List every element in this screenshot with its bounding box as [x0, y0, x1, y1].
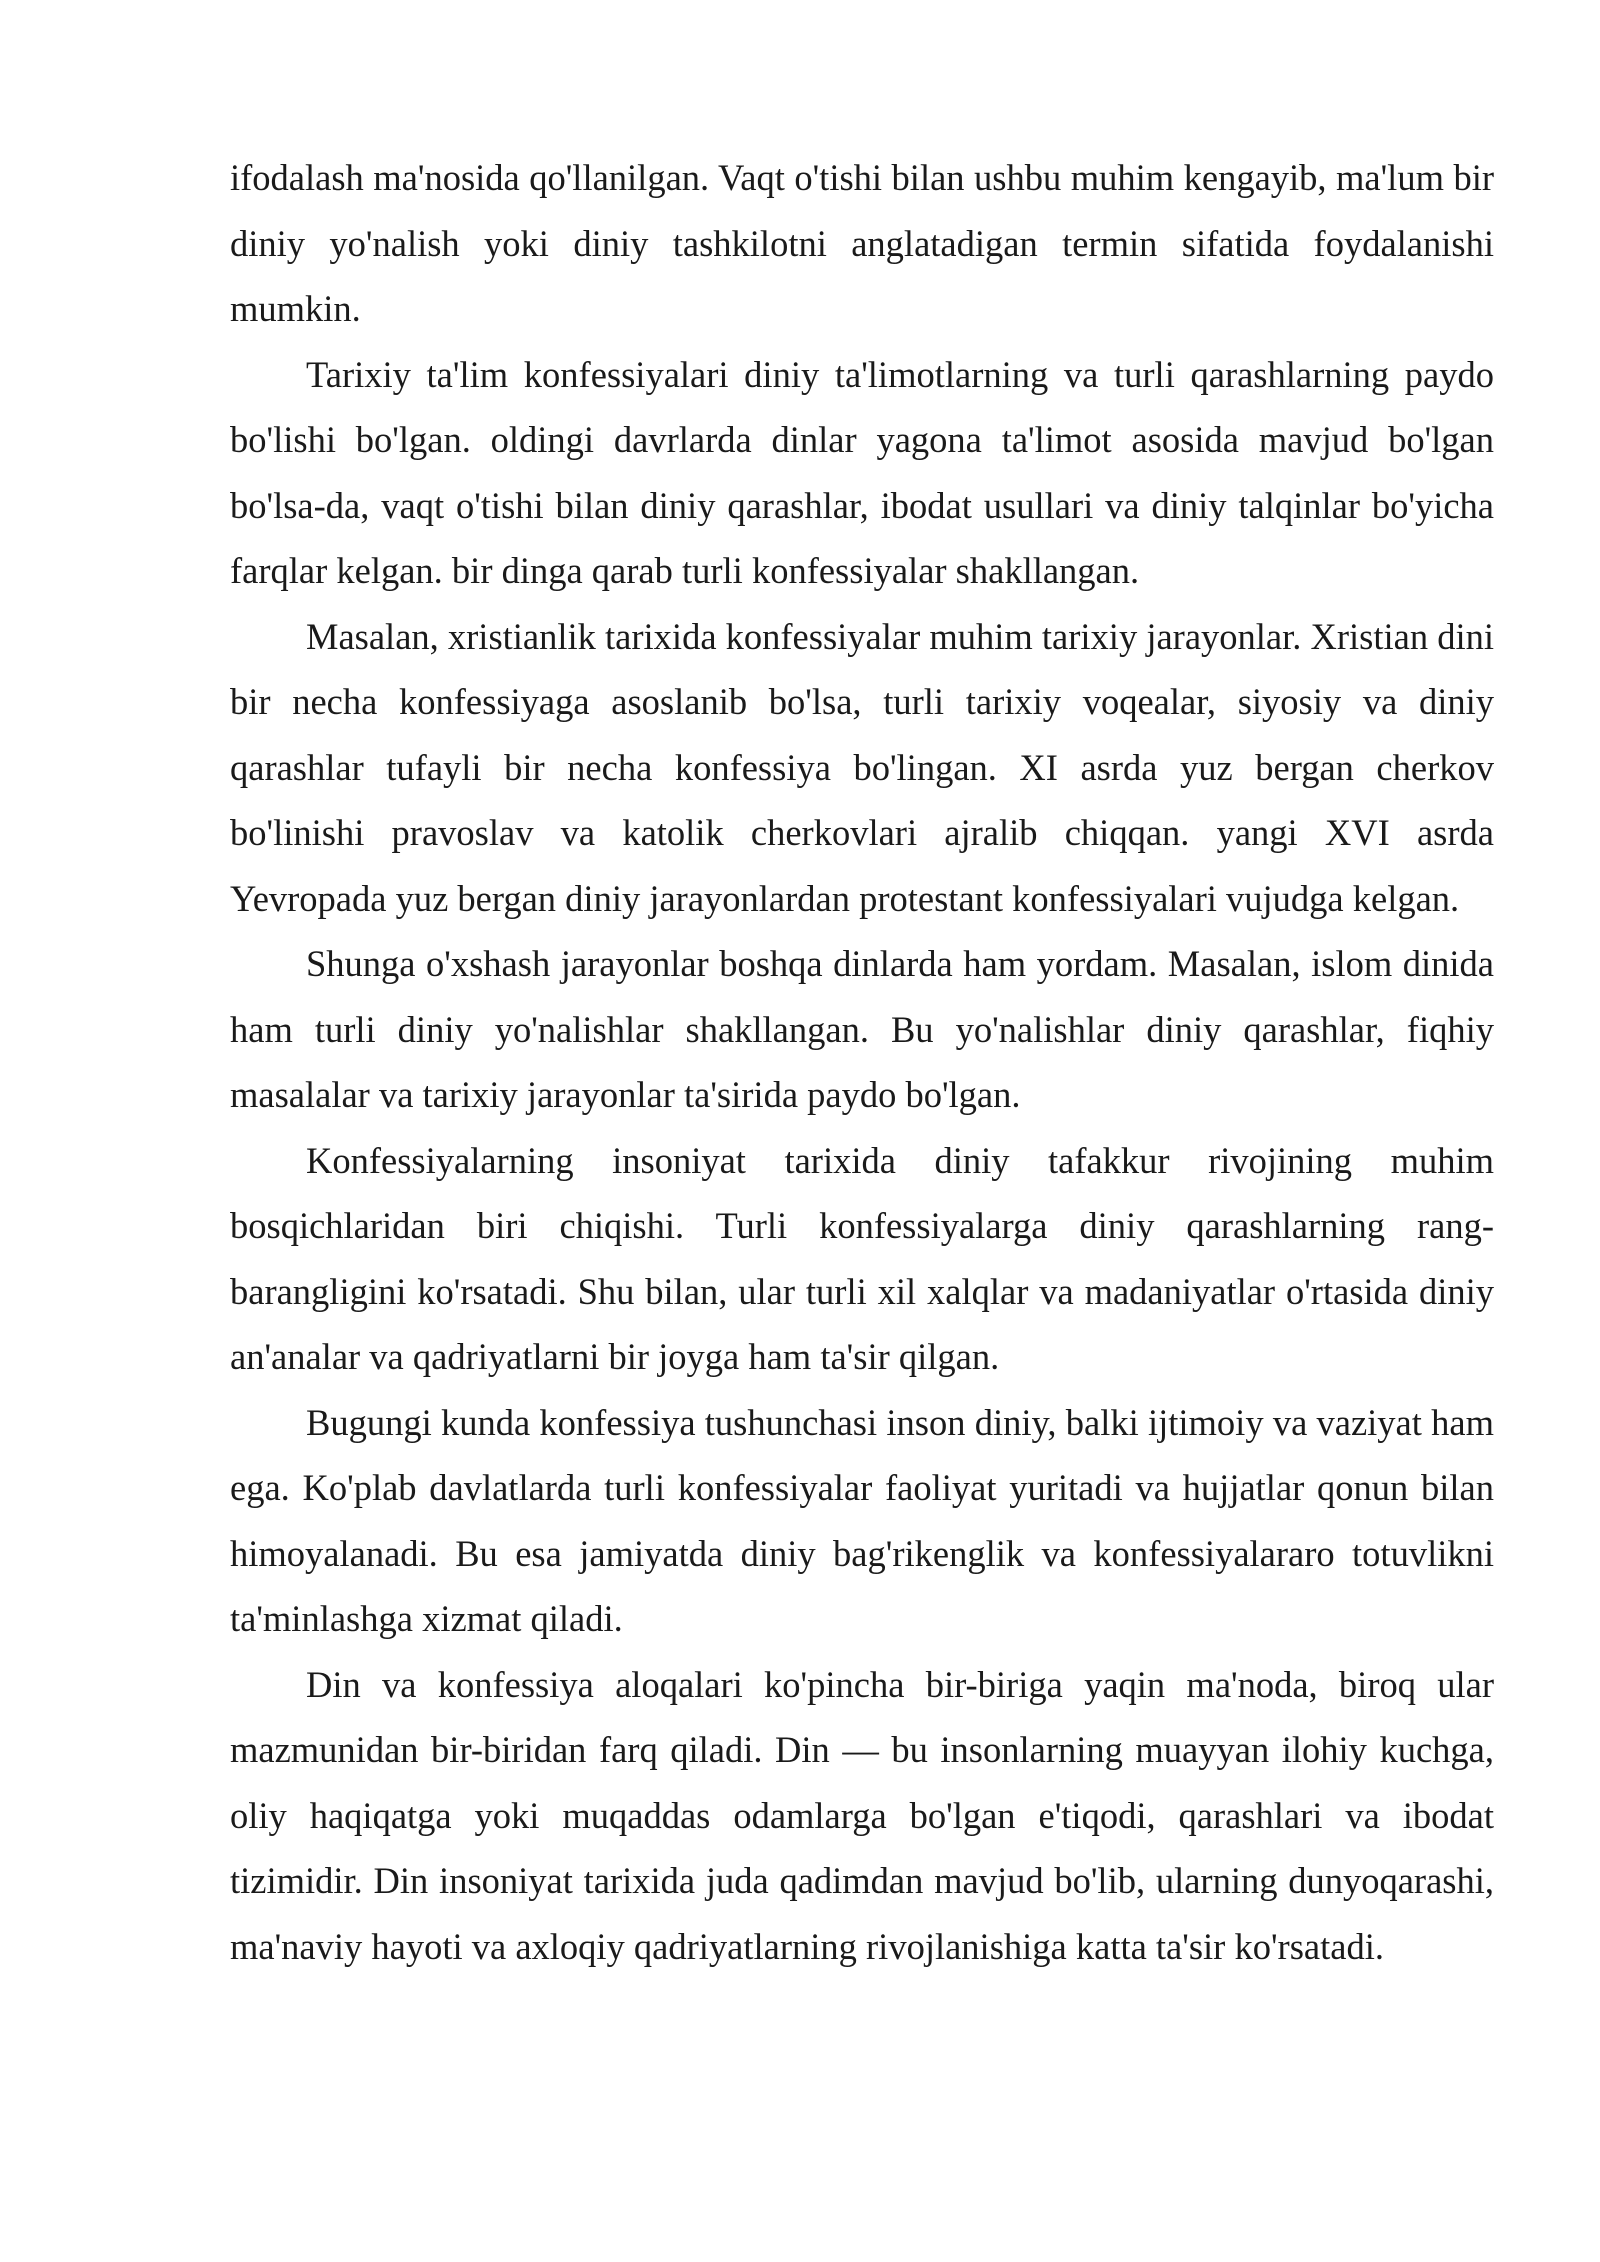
- paragraph-continuation: ifodalash ma'nosida qo'llanilgan. Vaqt o'tishi bilan ushbu muhim kengayib, ma'lum bir diniy yo'nalish yoki diniy tashkilotni anglatadigan termin sifatida foydalanishi mumkin.: [230, 157, 1494, 329]
- paragraph-confession-history: Konfessiyalarning insoniyat tarixida diniy tafakkur rivojining muhim bosqichlaridan biri chiqishi. Turli konfessiyalarga diniy qarashlarning rang-barangligini ko'rsatadi. Shu bilan, ular turli xil xalqlar va madaniyatlar o'rtasida diniy an'analar va qadriyatlarni bir joyga ham ta'sir qilgan.: [230, 1139, 1494, 1377]
- paragraph-christianity: Masalan, xristianlik tarixida konfessiyalar muhim tarixiy jarayonlar. Xristian dini bir necha konfessiyaga asoslanib bo'lsa, turli tarixiy voqealar, siyosiy va diniy qarashlar tufayli bir necha konfessiya bo'lingan. XI asrda yuz bergan cherkov bo'linishi pravoslav va katolik cherkovlari ajralib chiqqan. yangi XVI asrda Yevropada yuz bergan diniy jarayonlardan protestant konfessiyalari vujudga kelgan.: [230, 615, 1494, 919]
- paragraph-religion-and-confession: Din va konfessiya aloqalari ko'pincha bir-biriga yaqin ma'noda, biroq ular mazmunidan bir-biridan farq qiladi. Din — bu insonlarning muayyan ilohiy kuchga, oliy haqiqatga yoki muqaddas odamlarga bo'lgan e'tiqodi, qarashlari va ibodat tizimidir. Din insoniyat tarixida juda qadimdan mavjud bo'lib, ularning dunyoqarashi, ma'naviy hayoti va axloqiy qadriyatlarning rivojlanishiga katta ta'sir ko'rsatadi.: [230, 1663, 1494, 1967]
- paragraph-islam: Shunga o'xshash jarayonlar boshqa dinlarda ham yordam. Masalan, islom dinida ham turli diniy yo'nalishlar shakllangan. Bu yo'nalishlar diniy qarashlar, fiqhiy masalalar va tarixiy jarayonlar ta'sirida paydo bo'lgan.: [230, 943, 1494, 1115]
- document-page: [230, 145, 1494, 1979]
- paragraph-today: Bugungi kunda konfessiya tushunchasi inson diniy, balki ijtimoiy va vaziyat ham ega. Ko'plab davlatlarda turli konfessiyalar faoliyat yuritadi va hujjatlar qonun bilan himoyalanadi. Bu esa jamiyatda diniy bag'rikenglik va konfessiyalararo totuvlikni ta'minlashga xizmat qiladi.: [230, 1401, 1494, 1639]
- paragraph-historical-confessions: Tarixiy ta'lim konfessiyalari diniy ta'limotlarning va turli qarashlarning paydo bo'lishi bo'lgan. oldingi davrlarda dinlar yagona ta'limot asosida mavjud bo'lgan bo'lsa-da, vaqt o'tishi bilan diniy qarashlar, ibodat usullari va diniy talqinlar bo'yicha farqlar kelgan. bir dinga qarab turli konfessiyalar shakllangan.: [230, 353, 1494, 591]
